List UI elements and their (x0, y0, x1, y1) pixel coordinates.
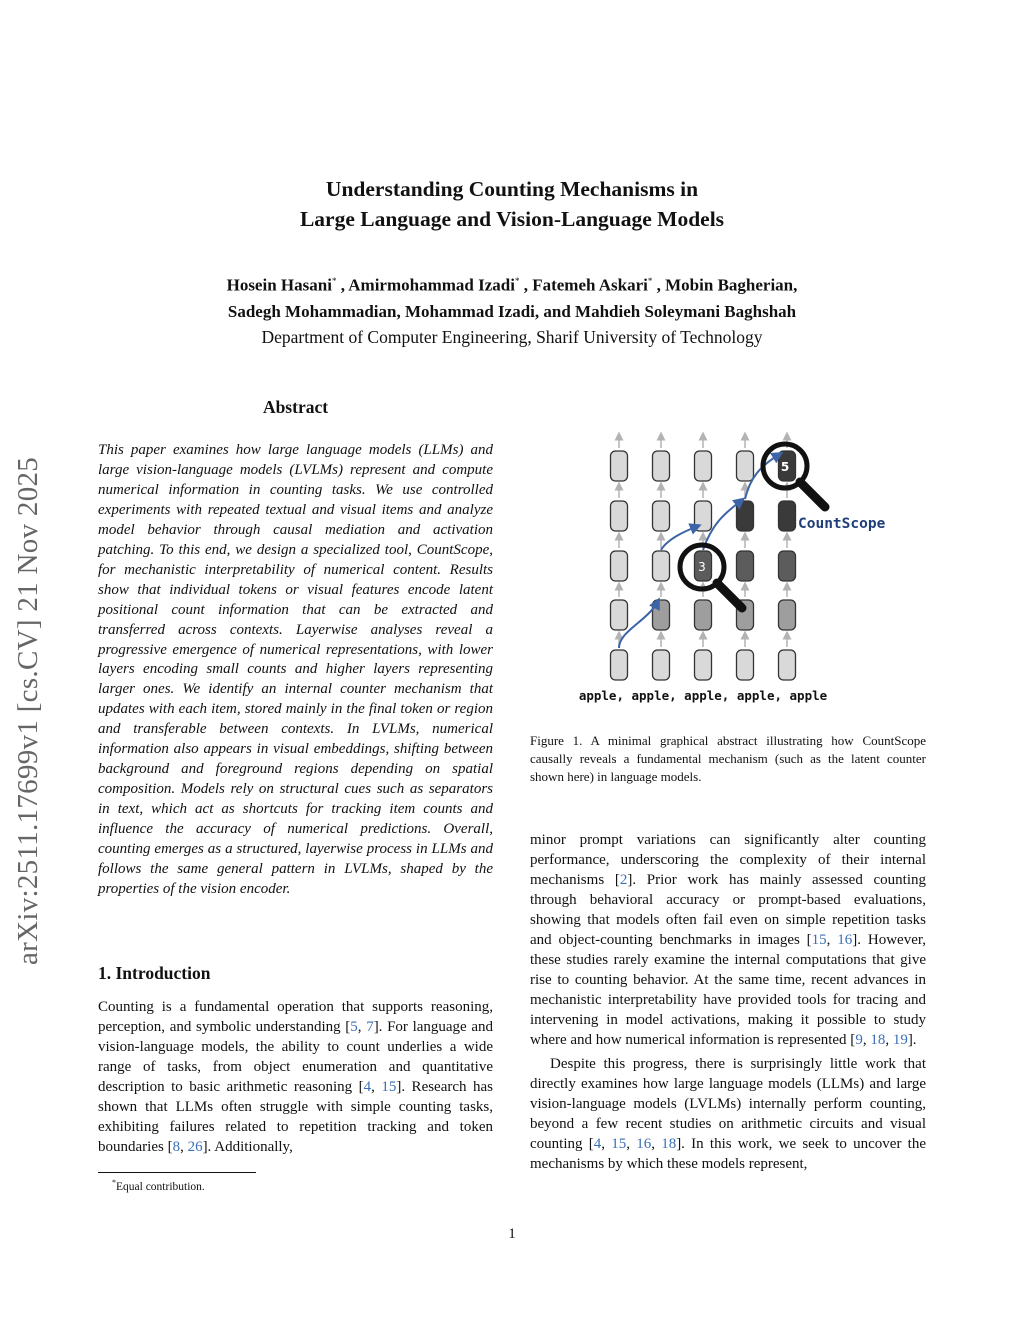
author-line-1: Hosein Hasani* , Amirmohammad Izadi* , Fatemeh Askari* , Mobin Bagherian, (226, 275, 798, 295)
author-name: Mahdieh Soleymani Baghshah (575, 301, 797, 321)
author-list (0, 268, 1024, 325)
author-name: Amirmohammad Izadi (348, 275, 515, 295)
figure-caption: Figure 1. A minimal graphical abstract illustrating how CountScope causally reveals a fundamental mechanism (such as the latent counter shown here) in language models. (530, 733, 926, 784)
token-state-box (611, 650, 628, 680)
figure-graphical-abstract (528, 426, 926, 712)
citation-link[interactable]: 9 (855, 1031, 863, 1048)
body-text: minor prompt variations can significantly alter counting performance, underscoring the complexity of their internal mechanisms [ (530, 832, 926, 888)
intro-text: , (357, 1018, 367, 1035)
token-state-box (779, 600, 796, 630)
author-name: Hosein Hasani (226, 275, 332, 295)
equal-contribution-mark: * (514, 276, 520, 286)
citation-link[interactable]: 15 (611, 1136, 627, 1153)
title-line-2: Large Language and Vision-Language Models (299, 207, 725, 231)
citation-link[interactable]: 15 (381, 1078, 397, 1095)
token-state-box (779, 551, 796, 581)
right-column-text (530, 831, 926, 1175)
token-state-box (653, 551, 670, 581)
author-name: Mohammad Izadi (405, 301, 535, 321)
token-state-box (611, 501, 628, 531)
body-text: , (651, 1136, 662, 1153)
counter-value-high: 5 (780, 460, 790, 474)
citation-link[interactable]: 4 (363, 1078, 372, 1095)
citation-link[interactable]: 16 (636, 1136, 652, 1153)
footnote (112, 1178, 205, 1193)
body-text: , (601, 1136, 612, 1153)
author-name: Sadegh Mohammadian (227, 301, 397, 321)
citation-link[interactable]: 8 (172, 1138, 181, 1155)
citation-link[interactable]: 7 (366, 1018, 374, 1035)
token-state-box (779, 501, 796, 531)
magnifier-handle (800, 482, 825, 507)
body-text: , (885, 1031, 893, 1048)
paper-title (0, 174, 1024, 234)
body-paragraph (530, 1055, 926, 1175)
intro-text: , (371, 1078, 382, 1095)
body-text: ]. Prior work has mainly assessed counting through behavioral accuracy or prompt-based evaluations, showing that models often fail even on simple repetition tasks and object-counting benchmarks in images [ (530, 871, 926, 948)
token-state-box (653, 451, 670, 481)
body-text: Despite this progress, there is surprisingly little work that directly examines how large language models (LLMs) and large vision-language models (LVLMs) internally perform counting, beyond a few recent studies on arithmetic circuits and visual counting [ (530, 1056, 926, 1153)
citation-link[interactable]: 15 (811, 931, 827, 948)
arxiv-identifier: arXiv:2511.17699v1 [cs.CV] 21 Nov 2025 (12, 456, 44, 965)
body-text: ]. However, these studies rarely examine the internal computations that give rise to counting behavior. At the same time, recent advances in mechanistic interpretability have provided tools for tracing and intervening in model activations, making it possible to study where and how numerical information is represented [ (530, 931, 927, 1048)
page-number: 1 (508, 1226, 516, 1242)
body-text: ]. In this work, we seek to uncover the mechanisms by which these models represent, (530, 1136, 926, 1173)
citation-link[interactable]: 18 (661, 1136, 677, 1153)
section-heading: 1. Introduction (98, 963, 211, 983)
magnifier-handle (717, 583, 742, 608)
token-state-box (611, 551, 628, 581)
intro-paragraph (98, 998, 493, 1158)
abstract-heading: Abstract (262, 397, 329, 417)
abstract-body: This paper examines how large language models (LLMs) and large vision-language models (LVLMs) represent and compute numerical information in counting tasks. We use controlled experiments with repeated textual and visual items and analyze model behavior through causal mediation and activation patching. To this end, we design a specialized tool, CountScope, for mechanistic interpretability of numerical content. Results show that individual tokens or visual features encode latent positional count information that can be extracted and transferred across contexts. Layerwise analyses reveal a progressive emergence of numerical representations, with lower layers encoding small counts and higher layers representing larger ones. We identify an internal counter mechanism that updates with each item, stored mainly in the final token or region and transferable between contexts. In LVLMs, numerical information also appears in visual embeddings, shifting between background and foreground regions depending on spatial composition. Models rely on structural cues such as separators in text, which act as shortcuts for tracking item counts and influence the accuracy of numerical predictions. Overall, counting emerges as a structured, layerwise process in LLMs and follows the same general pattern in LVLMs, shaped by the properties of the vision encoder. (98, 442, 493, 897)
citation-link[interactable]: 5 (350, 1018, 358, 1035)
counter-value-low: 3 (698, 560, 706, 574)
author-name: Mobin Bagherian (665, 275, 794, 295)
body-text: , (826, 931, 838, 948)
author-name: Fatemeh Askari (532, 275, 648, 295)
token-state-box (653, 650, 670, 680)
citation-link[interactable]: 19 (892, 1031, 908, 1048)
countscope-label: CountScope (798, 516, 886, 532)
token-state-box (611, 451, 628, 481)
body-text: , (862, 1031, 871, 1048)
token-state-box (695, 451, 712, 481)
token-state-box (695, 600, 712, 630)
equal-contribution-mark: * (647, 276, 653, 286)
token-state-box (737, 451, 754, 481)
token-state-box (737, 551, 754, 581)
token-layer-grid (611, 436, 796, 680)
token-state-box (653, 501, 670, 531)
token-state-box (737, 501, 754, 531)
author-line-2: Sadegh Mohammadian, Mohammad Izadi, and Mahdieh Soleymani Baghshah (227, 301, 797, 321)
citation-link[interactable]: 16 (837, 931, 853, 948)
intro-text: ]. Additionally, (202, 1138, 293, 1155)
token-state-box (695, 650, 712, 680)
body-text: ]. (907, 1031, 917, 1048)
body-paragraph (530, 831, 926, 1050)
body-text: , (626, 1136, 637, 1153)
token-state-box (737, 650, 754, 680)
intro-text: , (180, 1138, 188, 1155)
token-state-box (611, 600, 628, 630)
citation-link[interactable]: 26 (187, 1138, 203, 1155)
equal-contribution-mark: * (331, 276, 337, 286)
citation-link[interactable]: 4 (593, 1136, 602, 1153)
footnote-rule (98, 1172, 256, 1173)
intro-text: ]. Research has shown that LLMs often struggle with simple counting tasks, exhibiting failures related to repetition tracking and token boundaries [ (98, 1078, 493, 1155)
footnote-text: Equal contribution. (116, 1180, 205, 1193)
intro-text: ]. For language and vision-language models, the ability to count underlies a wide range of tasks, from object enumeration and quantitative description to basic arithmetic reasoning [ (98, 1018, 494, 1095)
token-sequence-label: apple, apple, apple, apple, apple (578, 688, 828, 703)
title-line-1: Understanding Counting Mechanisms in (325, 177, 699, 201)
token-state-box (779, 650, 796, 680)
affiliation: Department of Computer Engineering, Sharif University of Technology (261, 327, 763, 347)
footnote-mark: * (112, 1178, 116, 1187)
citation-link[interactable]: 2 (619, 871, 628, 888)
intro-text: Counting is a fundamental operation that supports reasoning, perception, and symbolic understanding [ (98, 999, 493, 1035)
citation-link[interactable]: 18 (870, 1031, 886, 1048)
